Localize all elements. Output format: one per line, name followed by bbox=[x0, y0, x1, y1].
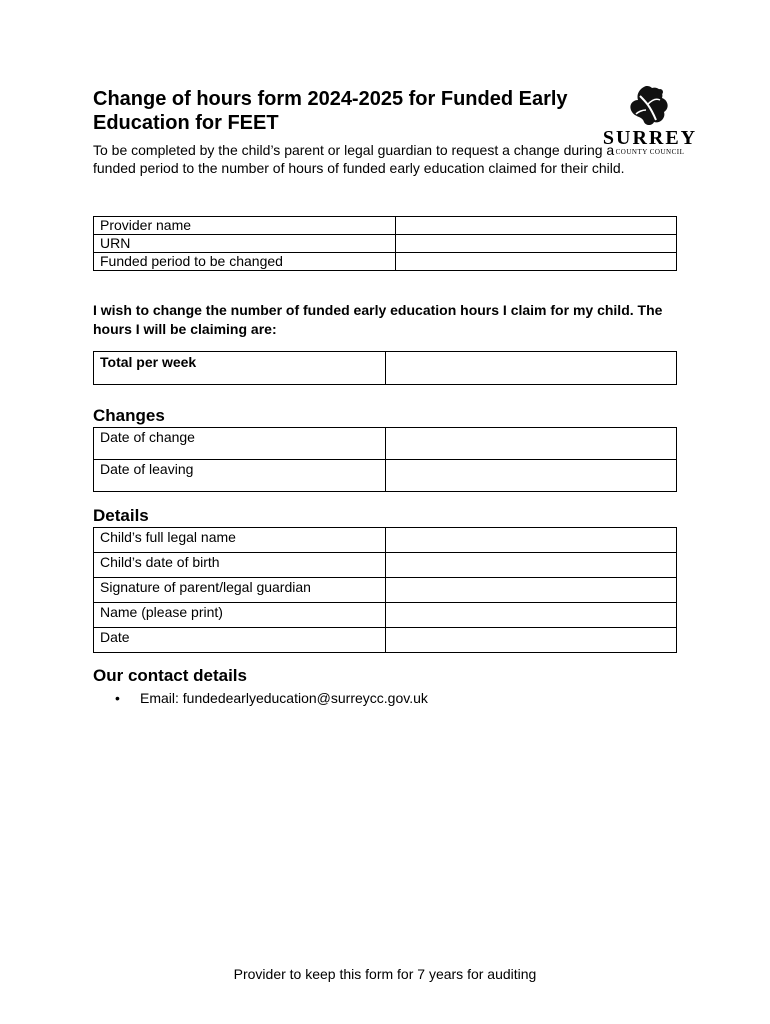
date-label: Date bbox=[94, 628, 386, 653]
provider-name-label: Provider name bbox=[94, 217, 396, 235]
table-row bbox=[94, 460, 677, 492]
table-row bbox=[94, 578, 677, 603]
print-name-label: Name (please print) bbox=[94, 603, 386, 628]
funded-period-field[interactable] bbox=[396, 253, 677, 271]
signature-label: Signature of parent/legal guardian bbox=[94, 578, 386, 603]
table-row bbox=[94, 603, 677, 628]
table-row bbox=[94, 235, 677, 253]
child-name-label: Child’s full legal name bbox=[94, 528, 386, 553]
funded-period-label: Funded period to be changed bbox=[94, 253, 396, 271]
print-name-field[interactable] bbox=[386, 603, 677, 628]
changes-table bbox=[93, 427, 677, 492]
logo-subtitle: COUNTY COUNCIL bbox=[615, 148, 685, 156]
child-name-field[interactable] bbox=[386, 528, 677, 553]
contact-email[interactable]: Email: fundedearlyeducation@surreycc.gov.uk bbox=[140, 690, 428, 706]
date-field[interactable] bbox=[386, 628, 677, 653]
urn-field[interactable] bbox=[396, 235, 677, 253]
date-of-leaving-label: Date of leaving bbox=[94, 460, 386, 492]
changes-heading: Changes bbox=[93, 406, 165, 425]
hours-statement: I wish to change the number of funded early education hours I claim for my child. The hours I will be claiming are: bbox=[93, 302, 663, 337]
details-table bbox=[93, 527, 677, 653]
total-per-week-label: Total per week bbox=[94, 352, 386, 385]
table-row bbox=[94, 553, 677, 578]
oak-leaf-icon bbox=[626, 84, 672, 128]
table-row bbox=[94, 628, 677, 653]
table-row bbox=[94, 217, 677, 235]
provider-name-field[interactable] bbox=[396, 217, 677, 235]
total-per-week-field[interactable] bbox=[386, 352, 677, 385]
hours-table bbox=[93, 351, 677, 385]
urn-label: URN bbox=[94, 235, 396, 253]
signature-field[interactable] bbox=[386, 578, 677, 603]
table-row bbox=[94, 253, 677, 271]
date-of-change-field[interactable] bbox=[386, 428, 677, 460]
child-dob-field[interactable] bbox=[386, 553, 677, 578]
page-title: Change of hours form 2024-2025 for Funded Early Education for FEET bbox=[93, 88, 568, 134]
child-dob-label: Child’s date of birth bbox=[94, 553, 386, 578]
contact-list-item bbox=[115, 689, 428, 707]
logo-wordmark: SURREY bbox=[602, 127, 698, 149]
footer-note: Provider to keep this form for 7 years for auditing bbox=[233, 966, 537, 982]
table-row bbox=[94, 528, 677, 553]
table-row bbox=[94, 352, 677, 385]
intro-text: To be completed by the child’s parent or legal guardian to request a change during a funded period to the number of hours of funded early education claimed for their child. bbox=[93, 142, 625, 176]
contact-heading: Our contact details bbox=[93, 666, 247, 685]
provider-table bbox=[93, 216, 677, 271]
table-row bbox=[94, 428, 677, 460]
date-of-change-label: Date of change bbox=[94, 428, 386, 460]
date-of-leaving-field[interactable] bbox=[386, 460, 677, 492]
details-heading: Details bbox=[93, 506, 149, 525]
bullet-icon: • bbox=[115, 690, 120, 706]
